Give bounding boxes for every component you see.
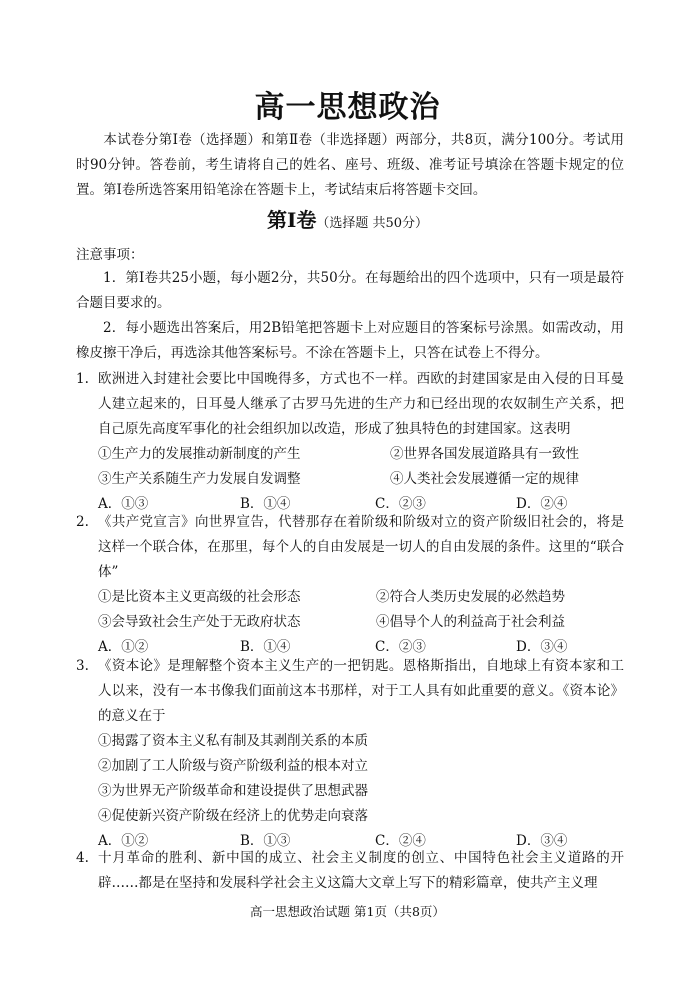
statement: ④倡导个人的利益高于社会利益 bbox=[376, 614, 565, 630]
question-2 bbox=[76, 510, 624, 660]
question-3 bbox=[76, 654, 624, 854]
statement: ③生产关系随生产力发展自发调整 bbox=[98, 471, 301, 487]
question-number: 4. bbox=[76, 850, 89, 866]
statement: ①揭露了资本主义私有制及其剥削关系的本质 bbox=[98, 733, 368, 749]
statement: ②加剧了工人阶级与资产阶级利益的根本对立 bbox=[98, 758, 368, 774]
note-item: 2．每小题选出答案后，用2B铅笔把答题卡上对应题目的答案标号涂黑。如需改动，用橡皮擦干净后，再选涂其他答案标号。不涂在答题卡上，只答在试卷上不得分。 bbox=[76, 320, 624, 361]
page-title: 高一思想政治 bbox=[254, 90, 441, 125]
section-subtitle: （选择题 共50分） bbox=[316, 216, 429, 231]
statement: ④促使新兴资产阶级在经济上的优势走向衰落 bbox=[98, 808, 368, 824]
question-stem: 欧洲进入封建社会要比中国晚得多，方式也不一样。西欧的封建国家是由入侵的日耳曼人建立起来的，日耳曼人继承了古罗马先进的生产力和已经出现的农奴制生产关系，把自己原先高度军事化的社会组织加以改造，形成了独具特色的封建国家。这表明 bbox=[98, 371, 624, 437]
choice-d[interactable]: D．③④ bbox=[516, 639, 568, 655]
statement-row bbox=[98, 585, 624, 610]
question-number: 2. bbox=[76, 514, 89, 530]
page-footer: 高一思想政治试题 第1页（共8页） bbox=[250, 904, 445, 919]
question-1 bbox=[76, 367, 624, 517]
statement-row bbox=[98, 467, 624, 492]
section-heading bbox=[0, 204, 695, 233]
choice-d[interactable]: D．②④ bbox=[516, 496, 568, 512]
statement: ③会导致社会生产处于无政府状态 bbox=[98, 614, 301, 630]
question-stem: 十月革命的胜利、新中国的成立、社会主义制度的创立、中国特色社会主义道路的开辟……都是在坚持和发展科学社会主义这篇大文章上写下的精彩篇章，使共产主义理 bbox=[98, 850, 624, 891]
question-number: 1. bbox=[76, 371, 89, 387]
statement: ②世界各国发展道路具有一致性 bbox=[390, 446, 579, 462]
statement: ①是比资本主义更高级的社会形态 bbox=[98, 589, 301, 605]
note-item: 1．第Ⅰ卷共25小题，每小题2分，共50分。在每题给出的四个选项中，只有一项是最符合题目要求的。 bbox=[76, 270, 624, 311]
choice-b[interactable]: B．①④ bbox=[240, 639, 291, 655]
choice-a[interactable]: A．①② bbox=[98, 639, 149, 655]
choice-d[interactable]: D．③④ bbox=[516, 833, 568, 849]
statement-row bbox=[98, 442, 624, 467]
choice-c[interactable]: C．②③ bbox=[375, 639, 426, 655]
statement: ③为世界无产阶级革命和建设提供了思想武器 bbox=[98, 783, 368, 799]
statement: ④人类社会发展遵循一定的规律 bbox=[390, 471, 579, 487]
statement: ②符合人类历史发展的必然趋势 bbox=[376, 589, 565, 605]
question-stem: 《共产党宣言》向世界宣告，代替那存在着阶级和阶级对立的资产阶级旧社会的，将是这样一个联合体，在那里，每个人的自由发展是一切人的自由发展的条件。这里的“联合体” bbox=[98, 514, 624, 580]
choice-c[interactable]: C．②④ bbox=[375, 833, 426, 849]
choice-c[interactable]: C．②③ bbox=[375, 496, 426, 512]
statement: ①生产力的发展推动新制度的产生 bbox=[98, 446, 301, 462]
choice-b[interactable]: B．①③ bbox=[240, 833, 291, 849]
exam-instructions bbox=[76, 128, 624, 203]
question-stem: 《资本论》是理解整个资本主义生产的一把钥匙。恩格斯指出，自地球上有资本家和工人以来，没有一本书像我们面前这本书那样，对于工人具有如此重要的意义。《资本论》的意义在于 bbox=[98, 658, 624, 724]
intro-text: 本试卷分第Ⅰ卷（选择题）和第Ⅱ卷（非选择题）两部分，共8页，满分100分。考试用时90分钟。答卷前，考生请将自己的姓名、座号、班级、准考证号填涂在答题卡规定的位置。第Ⅰ卷所选答案用铅笔涂在答题卡上，考试结束后将答题卡交回。 bbox=[76, 132, 624, 198]
choice-a[interactable]: A．①③ bbox=[98, 496, 149, 512]
choice-a[interactable]: A．①② bbox=[98, 833, 149, 849]
question-4 bbox=[76, 846, 624, 896]
question-number: 3. bbox=[76, 658, 89, 674]
choice-b[interactable]: B．①④ bbox=[240, 496, 291, 512]
statement-row bbox=[98, 610, 624, 635]
notes-heading: 注意事项： bbox=[76, 247, 144, 263]
section-title: 第Ⅰ卷 bbox=[266, 208, 317, 232]
